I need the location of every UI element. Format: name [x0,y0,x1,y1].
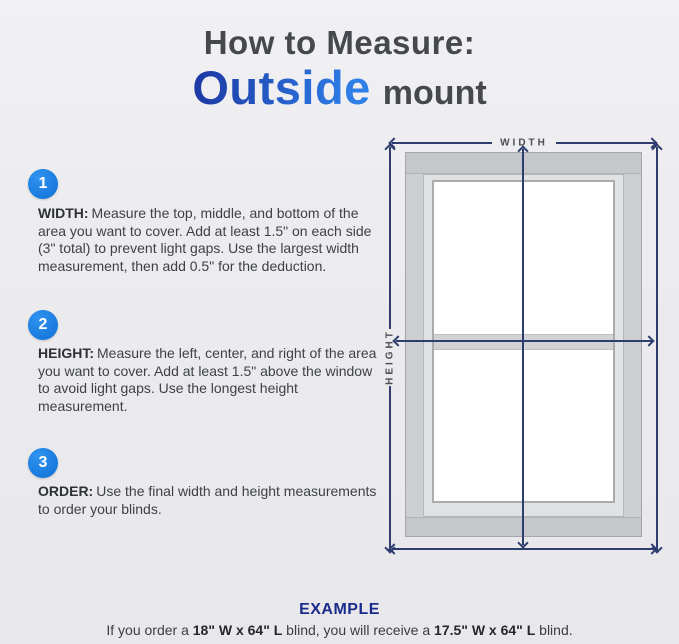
title-mount: mount [382,74,487,112]
step-2-text [38,345,382,415]
center-horizontal-right-arrowhead-icon [643,335,654,346]
center-vertical-bottom-arrowhead-icon [517,537,528,548]
step-1-badge [28,169,58,199]
example-middle: blind, you will receive a [282,622,435,638]
step-2-number: 2 [38,316,48,333]
example-receive-size: 17.5" W x 64" L [434,622,536,638]
example-suffix: blind. [535,622,573,638]
title-highlight-outside: Outside [192,61,371,114]
height-arrow-line-bottom [389,386,391,551]
example-prefix: If you order a [106,622,193,638]
step-3-label: ORDER: [38,483,94,499]
step-2-label: HEIGHT: [38,345,94,361]
height-dimension-label: HEIGHT [384,329,396,385]
width-dimension-label: WIDTH [500,137,548,149]
bottom-width-arrow-line [392,548,655,550]
center-horizontal-arrow-line [396,340,652,342]
title-line1: How to Measure: [203,24,476,61]
page-title [0,24,679,125]
step-3-body: Use the final width and height measurements to order your blinds. [38,483,377,517]
center-vertical-arrow-line [522,149,524,545]
step-1-label: WIDTH: [38,205,89,221]
example-sentence [0,622,679,638]
step-3-text [38,483,382,518]
step-1-number: 1 [38,175,48,192]
example-order-size: 18" W x 64" L [192,622,283,638]
step-2-body: Measure the left, center, and right of the area you want to cover. Add at least 1.5" above the window to avoid light gaps. Use the longest height measurement. [38,345,377,414]
title-line2 [0,63,679,125]
step-3-number: 3 [38,454,48,471]
step-1-text [38,205,382,275]
example-heading: EXAMPLE [299,601,380,618]
step-2-badge [28,310,58,340]
width-arrow-line-right [556,142,655,144]
height-arrow-line-top [389,147,391,329]
right-height-arrow-line [656,147,658,551]
step-3-badge [28,448,58,478]
step-1-body: Measure the top, middle, and bottom of the area you want to cover. Add at least 1.5" on each side (3" total) to prevent light gaps. Use the largest width measurement, then add 0.5" for the deduction. [38,205,372,274]
width-arrow-line-left [392,142,492,144]
example-section [0,601,679,638]
